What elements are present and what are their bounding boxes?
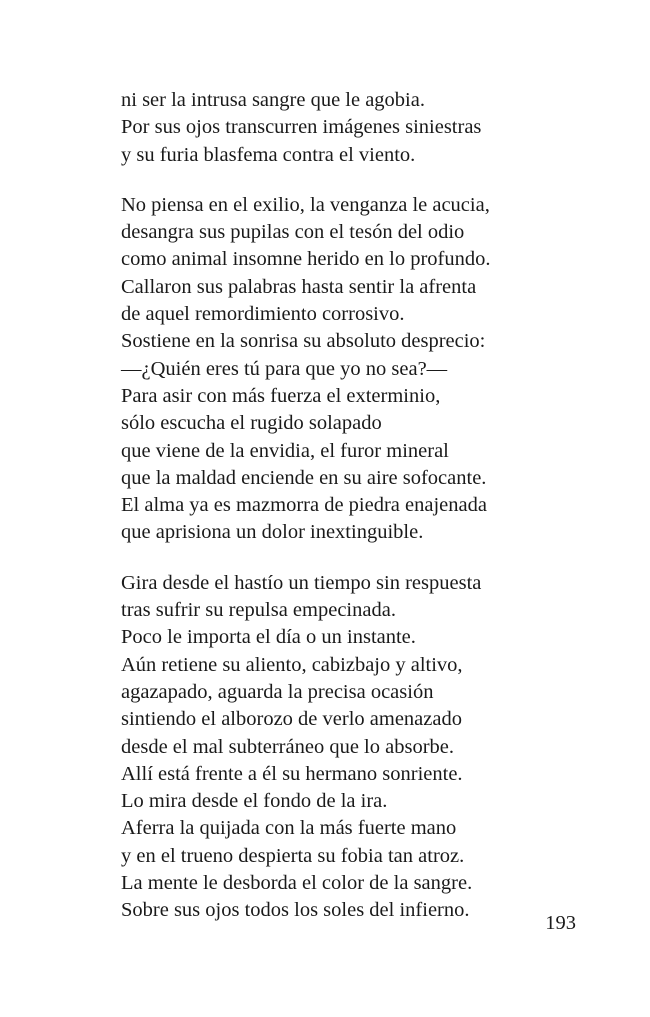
page-number: 193 (545, 912, 576, 934)
poem-line: ni ser la intrusa sangre que le agobia. (121, 89, 425, 111)
poem-line: Allí está frente a él su hermano sonriente. (121, 762, 463, 785)
poem-line: La mente le desborda el color de la sangre. (121, 872, 473, 895)
poem-line: Callaron sus palabras hasta sentir la afrenta (121, 275, 477, 298)
poem-line: Aferra la quijada con la más fuerte mano (121, 817, 457, 840)
stanza-1 (121, 87, 591, 169)
poem-line: que la maldad enciende en su aire sofocante. (121, 466, 487, 489)
poem-body (121, 87, 591, 948)
poem-line: como animal insomne herido en lo profundo. (121, 248, 491, 271)
poem-line: sintiendo el alborozo de verlo amenazado (121, 708, 462, 731)
poem-line: tras sufrir su repulsa empecinada. (121, 599, 396, 622)
poem-line: que viene de la envidia, el furor mineral (121, 439, 449, 462)
stanza-2 (121, 192, 591, 547)
poem-line: Aún retiene su aliento, cabizbajo y altivo, (121, 653, 463, 676)
poem-line: —¿Quién eres tú para que yo no sea?— (121, 357, 448, 380)
poem-line: Sobre sus ojos todos los soles del infierno. (121, 899, 470, 922)
stanza-3 (121, 570, 591, 925)
poem-line: de aquel remordimiento corrosivo. (121, 303, 405, 326)
poem-line: Lo mira desde el fondo de la ira. (121, 790, 388, 813)
poem-line: El alma ya es mazmorra de piedra enajenada (121, 494, 487, 517)
poem-line: que aprisiona un dolor inextinguible. (121, 521, 424, 544)
poem-line: Sostiene en la sonrisa su absoluto desprecio: (121, 330, 486, 353)
poem-line: Poco le importa el día o un instante. (121, 626, 416, 649)
poem-line: Para asir con más fuerza el exterminio, (121, 384, 441, 407)
poem-line: Gira desde el hastío un tiempo sin respuesta (121, 571, 482, 594)
poem-line: desde el mal subterráneo que lo absorbe. (121, 735, 455, 758)
poem-line: agazapado, aguarda la precisa ocasión (121, 680, 434, 703)
poem-line: sólo escucha el rugido solapado (121, 412, 382, 435)
poem-line: No piensa en el exilio, la venganza le acucia, (121, 193, 490, 216)
poem-line: y su furia blasfema contra el viento. (121, 143, 416, 166)
poem-line: desangra sus pupilas con el tesón del odio (121, 221, 465, 244)
poem-line: y en el trueno despierta su fobia tan atroz. (121, 844, 465, 867)
poem-line: Por sus ojos transcurren imágenes siniestras (121, 116, 482, 139)
